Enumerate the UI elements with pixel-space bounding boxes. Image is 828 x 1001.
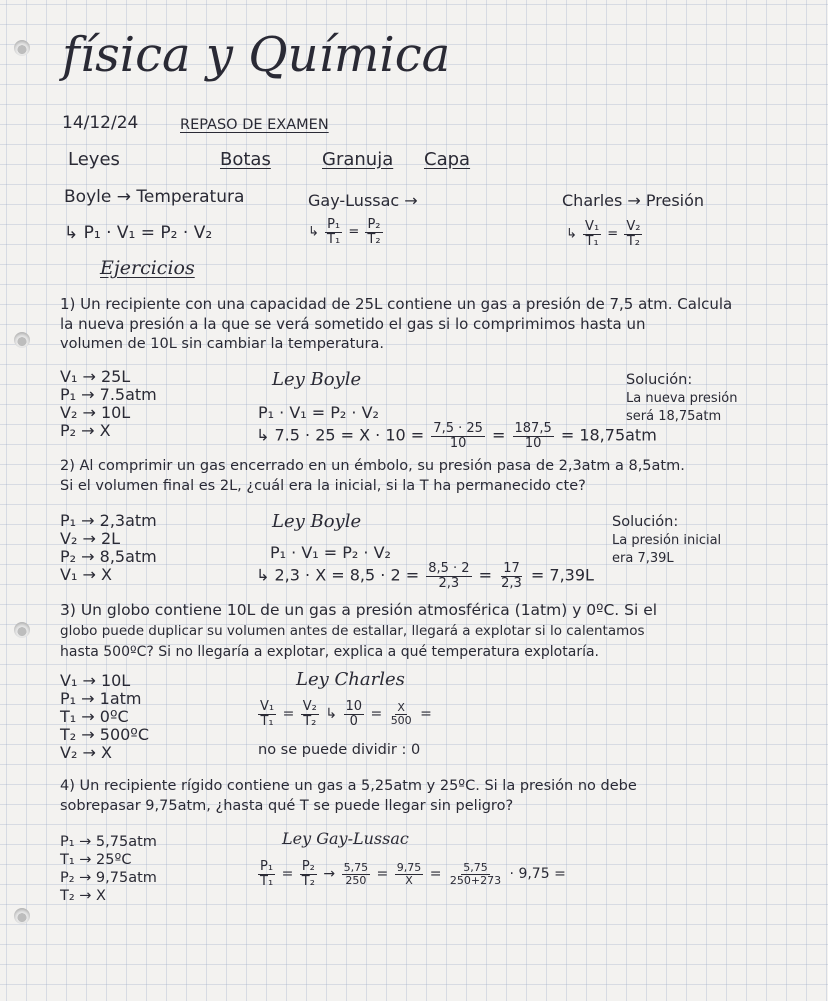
ex4-calc xyxy=(256,860,566,888)
law-charles-label: Charles → Presión xyxy=(562,191,705,210)
binder-hole xyxy=(14,908,30,924)
date: 14/12/24 xyxy=(62,113,139,133)
frac-num: 5,75 xyxy=(343,861,369,875)
ex4-statement: 4) Un recipiente rígido contiene un gas a 5,25atm y 25ºC. Si la presión no debe xyxy=(60,778,637,794)
frac-den: 0 xyxy=(349,713,358,729)
ex3-note: no se puede dividir : 0 xyxy=(258,742,421,758)
frac-den: T₂ xyxy=(626,233,640,249)
frac-den: 2,3 xyxy=(438,575,460,591)
frac-den: T₂ xyxy=(303,713,317,729)
law-boyle-label: Boyle → Temperatura xyxy=(64,187,245,207)
ex2-data: P₂ → 8,5atm xyxy=(60,547,157,566)
binder-hole xyxy=(14,40,30,56)
frac-den: 2,3 xyxy=(501,575,522,591)
frac-den: 500 xyxy=(390,713,412,727)
law-boyle-formula: ↳ P₁ · V₁ = P₂ · V₂ xyxy=(64,223,213,243)
frac-den: T₁ xyxy=(585,233,599,249)
ex3-data: V₂ → X xyxy=(60,743,112,762)
ex2-equation: P₁ · V₁ = P₂ · V₂ xyxy=(270,543,391,562)
calc-step: ↳ 2,3 · X = 8,5 · 2 = xyxy=(256,565,420,585)
frac-num: P₂ xyxy=(301,859,315,874)
ex3-statement: globo puede duplicar su volumen antes de estallar, llegará a explotar si lo calentamos xyxy=(60,623,645,639)
frac-num: V₂ xyxy=(626,219,641,234)
ex4-data: T₁ → 25ºC xyxy=(60,852,132,868)
ex2-data: P₁ → 2,3atm xyxy=(60,511,157,530)
frac-den: T₂ xyxy=(367,231,381,247)
ex1-solution: será 18,75atm xyxy=(626,409,722,424)
frac-den: 10 xyxy=(524,435,542,451)
frac-num: V₁ xyxy=(260,699,275,714)
ex1-equation: P₁ · V₁ = P₂ · V₂ xyxy=(258,403,379,422)
equals: = xyxy=(492,425,506,445)
ex3-data: T₁ → 0ºC xyxy=(60,707,129,726)
ex1-statement: 1) Un recipiente con una capacidad de 25L contiene un gas a presión de 7,5 atm. Calcula xyxy=(60,295,733,313)
equals: = xyxy=(478,565,493,585)
ex1-solution: La nueva presión xyxy=(626,391,738,406)
frac-num: 9,75 xyxy=(396,861,422,875)
ex1-statement: la nueva presión a la que se verá sometido el gas si lo comprimimos hasta un xyxy=(60,315,646,333)
laws-row-granuja: Granuja xyxy=(322,149,394,170)
arrow-icon: ↳ xyxy=(308,224,319,240)
frac-num: P₁ xyxy=(260,859,274,874)
equals: = xyxy=(348,224,360,240)
law-charles-formula xyxy=(566,220,644,248)
laws-row-capa: Capa xyxy=(424,149,471,170)
calc-tail: · 9,75 = xyxy=(509,866,566,883)
calc-tail: = xyxy=(420,706,432,723)
calc-result: = 7,39L xyxy=(530,565,594,585)
ex3-statement: 3) Un globo contiene 10L de un gas a presión atmosférica (1atm) y 0ºC. Si el xyxy=(60,601,658,619)
equals: = xyxy=(429,866,442,883)
heading: REPASO DE EXAMEN xyxy=(180,117,329,133)
equals: = xyxy=(376,866,389,883)
frac-num: 7,5 · 25 xyxy=(433,421,483,436)
frac-num: 17 xyxy=(503,561,520,576)
ex1-statement: volumen de 10L sin cambiar la temperatura. xyxy=(60,336,384,352)
frac-num: 8,5 · 2 xyxy=(428,561,470,576)
equals: = xyxy=(370,706,383,723)
ex1-solution: Solución: xyxy=(626,372,693,388)
frac-num: 10 xyxy=(345,699,363,714)
ex4-data: T₂ → X xyxy=(60,888,106,904)
ex4-law: Ley Gay-Lussac xyxy=(282,829,409,848)
ex3-data: T₂ → 500ºC xyxy=(60,725,150,744)
ejercicios-heading: Ejercicios xyxy=(100,257,195,279)
laws-row-leyes: Leyes xyxy=(68,149,120,170)
frac-den: T₁ xyxy=(260,873,274,889)
ex3-statement: hasta 500ºC? Si no llegaría a explotar, explica a qué temperatura explotaría. xyxy=(60,644,599,660)
ex4-statement: sobrepasar 9,75atm, ¿hasta qué T se puede llegar sin peligro? xyxy=(60,798,514,814)
calc-result: = 18,75atm xyxy=(560,425,657,445)
arrow-icon: → xyxy=(323,866,336,883)
ex1-data: V₂ → 10L xyxy=(60,403,131,422)
frac-den: T₂ xyxy=(301,873,315,889)
frac-num: P₂ xyxy=(367,217,381,232)
frac-den: 250+273 xyxy=(449,873,502,887)
equals: = xyxy=(607,226,619,242)
frac-den: X xyxy=(405,873,413,887)
law-gay-formula xyxy=(308,218,385,246)
frac-num: V₁ xyxy=(585,219,600,234)
ex2-data: V₂ → 2L xyxy=(60,529,121,548)
page-title: física y Química xyxy=(62,27,451,83)
calc-step: ↳ 7.5 · 25 = X · 10 = xyxy=(256,425,425,445)
frac-num: 187,5 xyxy=(514,421,552,436)
frac-num: 5,75 xyxy=(463,861,488,875)
ex2-solution: La presión inicial xyxy=(612,533,722,548)
ex1-law: Ley Boyle xyxy=(272,369,362,390)
ex4-data: P₁ → 5,75atm xyxy=(60,834,157,850)
ex1-data: P₁ → 7.5atm xyxy=(60,385,157,404)
ex2-solution: era 7,39L xyxy=(612,551,674,566)
ex3-calc xyxy=(256,700,432,728)
ex1-data: P₂ → X xyxy=(60,421,111,440)
laws-row-botas: Botas xyxy=(220,149,271,170)
ex2-calc xyxy=(256,562,594,590)
ex4-data: P₂ → 9,75atm xyxy=(60,870,157,886)
frac-den: T₁ xyxy=(327,231,341,247)
ex1-data: V₁ → 25L xyxy=(60,367,131,386)
frac-den: T₁ xyxy=(260,713,274,729)
ex1-calc xyxy=(256,422,657,450)
law-gay-label: Gay-Lussac → xyxy=(308,191,418,210)
ex3-data: P₁ → 1atm xyxy=(60,689,142,708)
arrow-icon: ↳ xyxy=(325,706,338,723)
binder-hole xyxy=(14,622,30,638)
frac-num: X xyxy=(397,701,405,715)
ex3-data: V₁ → 10L xyxy=(60,671,131,690)
arrow-icon: ↳ xyxy=(566,226,577,242)
ex3-law: Ley Charles xyxy=(296,669,405,690)
frac-num: V₂ xyxy=(302,699,317,714)
ex2-solution: Solución: xyxy=(612,514,679,530)
frac-den: 10 xyxy=(449,435,467,451)
equals: = xyxy=(282,706,295,723)
frac-den: 250 xyxy=(345,873,367,887)
frac-num: P₁ xyxy=(327,217,341,232)
equals: = xyxy=(281,866,294,883)
ex2-data: V₁ → X xyxy=(60,565,112,584)
ex2-law: Ley Boyle xyxy=(272,511,362,532)
ex2-statement: Si el volumen final es 2L, ¿cuál era la inicial, si la T ha permanecido cte? xyxy=(60,478,586,494)
ex2-statement: 2) Al comprimir un gas encerrado en un émbolo, su presión pasa de 2,3atm a 8,5atm. xyxy=(60,458,685,474)
binder-hole xyxy=(14,332,30,348)
